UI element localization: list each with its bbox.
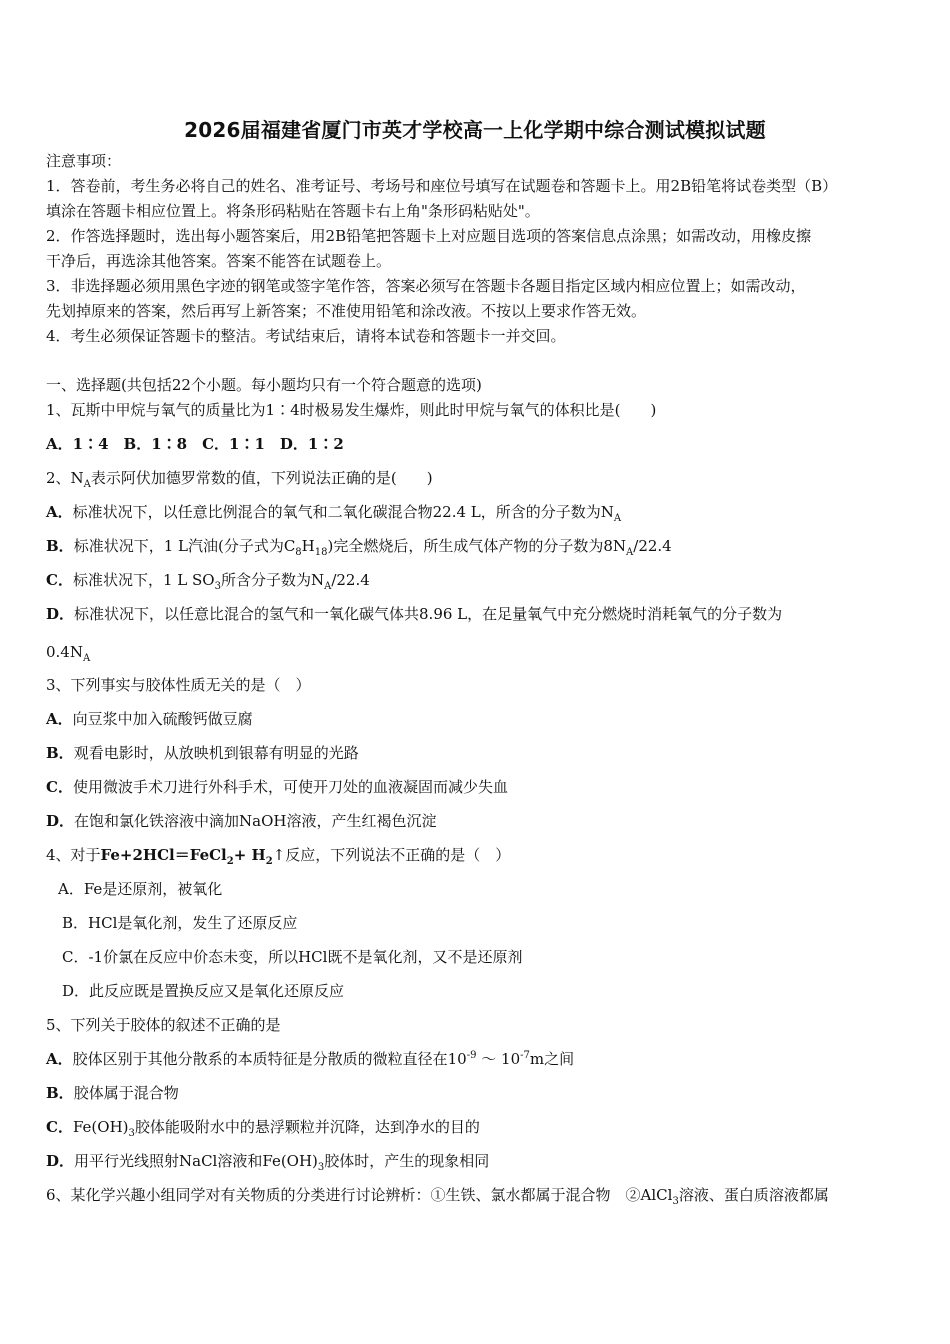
question-5-stem: 5、下列关于胶体的叙述不正确的是 [46,1016,281,1034]
notice-line-4: 4．考生必须保证答题卡的整洁。考试结束后，请将本试卷和答题卡一并交回。 [46,327,566,345]
question-5-option-b: B．胶体属于混合物 [46,1084,179,1102]
question-1-options: A．1∶4 B．1∶8 C．1∶1 D．1∶2 [46,435,344,453]
question-5-option-d: D．用平行光线照射NaCl溶液和$Fe(OH)_3$胶体时，产生的现象相同 [46,1152,490,1173]
notice-line-1b: 填涂在答题卡相应位置上。将条形码粘贴在答题卡右上角"条形码粘贴处"。 [46,202,540,220]
question-2-option-d: D．标准状况下，以任意比混合的氢气和一氧化碳气体共8.96 L，在足量氧气中充分燃烧时消耗氧气的分子数为 [46,605,783,623]
question-3-stem: 3、下列事实与胶体性质无关的是（ ） [46,676,311,694]
question-4-option-b: B．HCl是氧化剂，发生了还原反应 [62,914,298,932]
question-3-option-b: B．观看电影时，从放映机到银幕有明显的光路 [46,744,359,762]
question-2-stem: 2、$N_A$表示阿伏加德罗常数的值，下列说法正确的是( ) [46,469,433,490]
question-4-option-c: C．-1价氯在反应中价态未变，所以HCl既不是氧化剂，又不是还原剂 [62,948,523,966]
notice-heading: 注意事项： [46,152,122,170]
question-4-stem: 4、对于Fe+2HCl＝FeCl$_2$+ $H_2↑$反应，下列说法不正确的是（ ） [46,846,511,867]
question-2-option-b: B．标准状况下，1 L汽油(分子式为$C_8H_{18}$)完全燃烧后，所生成气体产物的分子数为$8N_A/22.4$ [46,537,672,558]
question-3-option-c: C．使用微波手术刀进行外科手术，可使开刀处的血液凝固而减少失血 [46,778,508,796]
question-1-stem: 1、瓦斯中甲烷与氧气的质量比为1∶4时极易发生爆炸，则此时甲烷与氧气的体积比是( ) [46,401,657,419]
question-3-option-d: D．在饱和氯化铁溶液中滴加NaOH溶液，产生红褐色沉淀 [46,812,437,830]
page-title: 2026届福建省厦门市英才学校高一上化学期中综合测试模拟试题 [184,118,766,142]
question-5-option-c: C．$Fe(OH)_3$胶体能吸附水中的悬浮颗粒并沉降，达到净水的目的 [46,1118,480,1139]
question-6-stem: 6、某化学兴趣小组同学对有关物质的分类进行讨论辨析：①生铁、氯水都属于混合物 ②AlCl$_3$溶液、蛋白质溶液都属 [46,1186,829,1207]
question-4-option-d: D．此反应既是置换反应又是氧化还原反应 [62,982,345,1000]
question-4-option-a: A．Fe是还原剂，被氧化 [58,880,223,898]
notice-line-3b: 先划掉原来的答案，然后再写上新答案；不准使用铅笔和涂改液。不按以上要求作答无效。 [46,302,647,320]
notice-line-1a: 1．答卷前，考生务必将自己的姓名、准考证号、考场号和座位号填写在试题卷和答题卡上。用2B铅笔将试卷类型（B） [46,177,838,195]
question-2-option-a: A．标准状况下，以任意比例混合的氧气和二氧化碳混合物22.4 L，所含的分子数为$N_A$ [46,503,622,524]
question-5-option-a: A．胶体区别于其他分散系的本质特征是分散质的微粒直径在$10^{-9}$ ～ $10^{-7}m$之间 [46,1050,575,1068]
section-heading: 一、选择题(共包括22个小题。每小题均只有一个符合题意的选项) [46,376,482,394]
notice-line-2b: 干净后，再选涂其他答案。答案不能答在试题卷上。 [46,252,392,270]
question-2-option-c: C．标准状况下，1 L $SO_3$所含分子数为$N_A/22.4$ [46,571,370,592]
notice-line-3a: 3．非选择题必须用黑色字迹的钢笔或签字笔作答，答案必须写在答题卡各题目指定区域内相应位置上；如需改动， [46,277,806,295]
notice-line-2a: 2．作答选择题时，选出每小题答案后，用2B铅笔把答题卡上对应题目选项的答案信息点涂黑；如需改动，用橡皮擦 [46,227,812,245]
question-3-option-a: A．向豆浆中加入硫酸钙做豆腐 [46,710,253,728]
question-2-option-d-cont: $0.4N_A$ [46,643,91,664]
